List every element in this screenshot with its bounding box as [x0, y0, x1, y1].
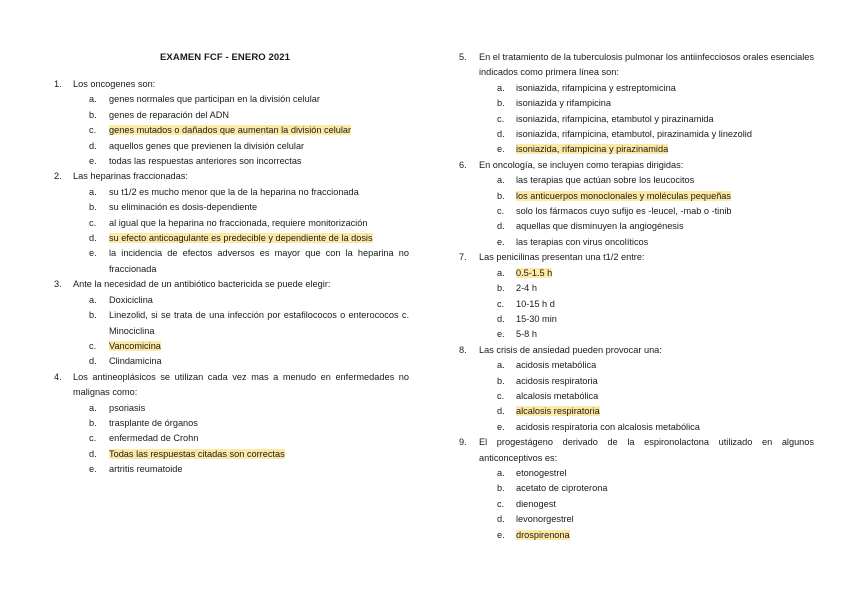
- option-c: [54, 123, 409, 138]
- option-text: acidosis metabólica: [516, 360, 597, 371]
- option-a: [54, 293, 409, 308]
- option-a: [459, 358, 814, 373]
- option-text: isoniazida y rifampicina: [516, 98, 611, 109]
- option-b: [459, 189, 814, 204]
- question-8: [459, 343, 814, 358]
- option-b: [459, 281, 814, 296]
- option-letter: e.: [497, 144, 505, 155]
- question-text: Los oncogenes son:: [73, 79, 156, 89]
- option-d: [54, 139, 409, 154]
- option-letter: c.: [497, 298, 505, 309]
- option-d: [54, 231, 409, 246]
- option-d: [459, 127, 814, 142]
- option-letter: d.: [89, 448, 97, 459]
- question-number: 5.: [459, 52, 467, 62]
- option-c: [459, 112, 814, 127]
- question-text: En el tratamiento de la tuberculosis pulmonar los antiinfecciosos orales esenciales indicados como primera línea son:: [479, 52, 815, 78]
- option-c: [54, 339, 409, 354]
- option-c: [54, 431, 409, 446]
- option-a: [459, 466, 814, 481]
- question-text: El progestágeno derivado de la espironolactona utilizado en algunos anticonceptivos es:: [479, 437, 814, 463]
- option-letter: c.: [497, 113, 505, 124]
- option-letter: d.: [89, 233, 97, 244]
- question-number: 3.: [54, 279, 62, 290]
- option-letter: e.: [497, 236, 505, 247]
- option-text: aquellos genes que previenen la división celular: [109, 140, 305, 151]
- option-letter: b.: [89, 109, 97, 120]
- option-letter: c.: [89, 433, 97, 444]
- question-7: [459, 250, 814, 265]
- option-e: [54, 246, 409, 277]
- option-letter: e.: [497, 529, 505, 540]
- option-e: [54, 154, 409, 169]
- option-text: acetato de ciproterona: [516, 483, 608, 494]
- question-1: [54, 77, 409, 92]
- option-letter: c.: [89, 340, 97, 351]
- option-text: su eliminación es dosis-dependiente: [109, 202, 258, 213]
- option-letter: b.: [497, 283, 505, 294]
- question-6: [459, 158, 814, 173]
- option-e: [54, 462, 409, 477]
- option-e: [459, 235, 814, 250]
- option-b: [54, 416, 409, 431]
- option-text: acidosis respiratoria con alcalosis metabólica: [516, 421, 700, 432]
- question-3: [54, 277, 409, 292]
- option-a: [54, 92, 409, 107]
- option-letter: d.: [89, 356, 97, 367]
- option-text: las terapias que actúan sobre los leucocitos: [516, 175, 695, 186]
- question-text: Las heparinas fraccionadas:: [73, 171, 188, 182]
- question-number: 7.: [459, 252, 467, 263]
- option-a: [459, 173, 814, 188]
- option-text: genes de reparación del ADN: [109, 109, 230, 120]
- option-b: [54, 200, 409, 215]
- option-text: 10-15 h d: [516, 298, 555, 309]
- highlighted-answer: Todas las respuestas citadas son correctas: [109, 448, 285, 459]
- option-e: [459, 420, 814, 435]
- option-text: dienogest: [516, 498, 556, 509]
- option-text: genes normales que participan en la división celular: [109, 94, 320, 105]
- question-number: 9.: [459, 437, 467, 448]
- option-b: [459, 374, 814, 389]
- left-column: [54, 77, 409, 478]
- question-text: Las penicilinas presentan una t1/2 entre:: [479, 252, 645, 263]
- option-letter: c.: [497, 498, 505, 509]
- option-b: [459, 481, 814, 496]
- option-c: [459, 497, 814, 512]
- option-text: Clindamicina: [109, 356, 162, 367]
- option-text: Doxiciclina: [109, 294, 153, 305]
- exam-title: EXAMEN FCF - ENERO 2021: [160, 52, 291, 63]
- question-number: 2.: [54, 171, 62, 182]
- option-text: trasplante de órganos: [109, 417, 198, 428]
- option-letter: e.: [497, 421, 505, 432]
- option-text: isoniazida, rifampicina y estreptomicina: [516, 82, 676, 93]
- option-text: alcalosis metabólica: [516, 390, 599, 401]
- option-d: [459, 312, 814, 327]
- option-letter: b.: [89, 417, 97, 428]
- option-text: acidosis respiratoria: [516, 375, 598, 386]
- option-c: [54, 216, 409, 231]
- option-letter: e.: [89, 464, 97, 475]
- option-text: psoriasis: [109, 402, 146, 413]
- option-text: artritis reumatoide: [109, 464, 183, 475]
- option-letter: a.: [497, 175, 505, 186]
- option-c: [459, 204, 814, 219]
- option-text: su t1/2 es mucho menor que la de la heparina no fraccionada: [109, 186, 359, 197]
- highlighted-answer: genes mutados o dañados que aumentan la división celular: [109, 125, 352, 136]
- option-letter: e.: [497, 329, 505, 340]
- option-letter: d.: [497, 221, 505, 232]
- option-text: todas las respuestas anteriores son incorrectas: [109, 156, 302, 167]
- highlighted-answer: su efecto anticoagulante es predecible y dependiente de la dosis: [109, 233, 373, 244]
- question-4: [54, 370, 409, 401]
- question-number: 4.: [54, 371, 62, 382]
- option-a: [459, 81, 814, 96]
- option-text: levonorgestrel: [516, 514, 574, 525]
- highlighted-answer: Vancomicina: [109, 340, 161, 351]
- option-text: etonogestrel: [516, 467, 567, 478]
- option-text: enfermedad de Crohn: [109, 433, 199, 444]
- option-d: [459, 404, 814, 419]
- option-text: las terapias con virus oncolíticos: [516, 236, 649, 247]
- option-letter: d.: [89, 140, 97, 151]
- question-9: [459, 435, 814, 466]
- option-letter: a.: [89, 294, 97, 305]
- highlighted-answer: isoniazida, rifampicina y pirazinamida: [516, 144, 669, 155]
- option-letter: c.: [89, 217, 97, 228]
- option-letter: d.: [497, 514, 505, 525]
- option-d: [459, 512, 814, 527]
- question-number: 6.: [459, 159, 467, 170]
- option-letter: b.: [497, 483, 505, 494]
- option-c: [459, 389, 814, 404]
- option-text: isoniazida, rifampicina, etambutol, pirazinamida y linezolid: [516, 129, 752, 140]
- option-letter: a.: [89, 94, 97, 105]
- question-text: Las crisis de ansiedad pueden provocar una:: [479, 344, 662, 355]
- option-letter: a.: [497, 360, 505, 371]
- option-b: [54, 308, 409, 339]
- option-letter: c.: [497, 390, 505, 401]
- option-letter: b.: [497, 98, 505, 109]
- option-text: Linezolid, si se trata de una infección por estafilococos o enterococos c. Minociclina: [109, 310, 409, 336]
- option-letter: b.: [497, 375, 505, 386]
- option-a: [54, 401, 409, 416]
- option-letter: e.: [89, 248, 97, 259]
- right-column: [459, 50, 814, 543]
- question-5: [459, 50, 814, 81]
- option-letter: b.: [89, 202, 97, 213]
- option-a: [54, 185, 409, 200]
- option-text: la incidencia de efectos adversos es mayor que con la heparina no fraccionada: [109, 248, 409, 274]
- option-c: [459, 297, 814, 312]
- question-number: 8.: [459, 344, 467, 355]
- option-letter: d.: [497, 406, 505, 417]
- option-letter: d.: [497, 129, 505, 140]
- option-letter: a.: [497, 467, 505, 478]
- option-e: [459, 528, 814, 543]
- question-text: Los antineoplásicos se utilizan cada vez mas a menudo en enfermedades no malignas como:: [73, 371, 409, 398]
- option-b: [459, 96, 814, 111]
- question-number: 1.: [54, 79, 62, 89]
- question-text: Ante la necesidad de un antibiótico bactericida se puede elegir:: [73, 279, 331, 290]
- option-b: [54, 108, 409, 123]
- option-text: 15-30 min: [516, 313, 557, 324]
- option-e: [459, 327, 814, 342]
- option-a: [459, 266, 814, 281]
- question-text: En oncología, se incluyen como terapias dirigidas:: [479, 159, 684, 170]
- option-letter: a.: [497, 267, 505, 278]
- option-letter: b.: [89, 310, 97, 321]
- option-letter: b.: [497, 190, 505, 201]
- option-text: 5-8 h: [516, 329, 537, 340]
- question-2: [54, 169, 409, 184]
- option-e: [459, 142, 814, 157]
- option-letter: c.: [89, 125, 97, 136]
- option-letter: a.: [497, 82, 505, 93]
- option-d: [54, 447, 409, 462]
- option-d: [459, 219, 814, 234]
- option-letter: a.: [89, 402, 97, 413]
- highlighted-answer: los anticuerpos monoclonales y moléculas pequeñas: [516, 190, 732, 201]
- highlighted-answer: drospirenona: [516, 529, 570, 540]
- option-letter: a.: [89, 186, 97, 197]
- option-letter: c.: [497, 206, 505, 217]
- option-text: isoniazida, rifampicina, etambutol y pirazinamida: [516, 113, 714, 124]
- option-letter: d.: [497, 313, 505, 324]
- option-text: solo los fármacos cuyo sufijo es -leucel, -mab o -tinib: [516, 206, 732, 217]
- option-text: aquellas que disminuyen la angiogénesis: [516, 221, 684, 232]
- option-text: 2-4 h: [516, 283, 537, 294]
- highlighted-answer: alcalosis respiratoria: [516, 406, 600, 417]
- option-d: [54, 354, 409, 369]
- highlighted-answer: 0.5-1.5 h: [516, 267, 553, 278]
- option-text: al igual que la heparina no fraccionada, requiere monitorización: [109, 217, 368, 228]
- option-letter: e.: [89, 156, 97, 167]
